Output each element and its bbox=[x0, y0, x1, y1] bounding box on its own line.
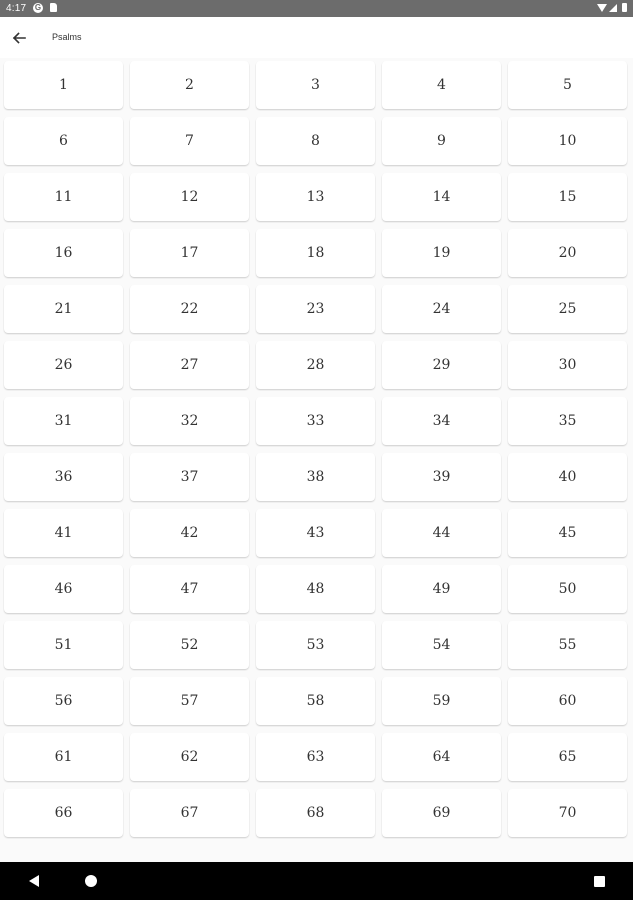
chapter-button[interactable]: 6 bbox=[4, 117, 123, 165]
chapter-button[interactable]: 63 bbox=[256, 733, 375, 781]
chapter-button[interactable]: 39 bbox=[382, 453, 501, 501]
status-time: 4:17 bbox=[6, 3, 27, 14]
chapter-button[interactable]: 11 bbox=[4, 173, 123, 221]
page-title: Psalms bbox=[52, 32, 82, 42]
chapter-button[interactable]: 1 bbox=[4, 61, 123, 109]
chapter-button[interactable]: 27 bbox=[130, 341, 249, 389]
chapter-button[interactable]: 67 bbox=[130, 789, 249, 837]
chapter-button[interactable]: 53 bbox=[256, 621, 375, 669]
chapter-button[interactable]: 42 bbox=[130, 509, 249, 557]
chapter-button[interactable]: 50 bbox=[508, 565, 627, 613]
chapter-button[interactable]: 58 bbox=[256, 677, 375, 725]
system-nav-bar bbox=[0, 862, 633, 900]
chapter-button[interactable]: 2 bbox=[130, 61, 249, 109]
chapter-button[interactable]: 55 bbox=[508, 621, 627, 669]
chapter-button[interactable]: 61 bbox=[4, 733, 123, 781]
chapter-button[interactable]: 5 bbox=[508, 61, 627, 109]
g-circle-icon: G bbox=[34, 3, 42, 12]
chapter-button[interactable]: 46 bbox=[4, 565, 123, 613]
chapter-button[interactable]: 44 bbox=[382, 509, 501, 557]
chapter-button[interactable]: 41 bbox=[4, 509, 123, 557]
chapter-button[interactable]: 26 bbox=[4, 341, 123, 389]
chapter-button[interactable]: 54 bbox=[382, 621, 501, 669]
chapter-button[interactable]: 48 bbox=[256, 565, 375, 613]
chapter-button[interactable]: 37 bbox=[130, 453, 249, 501]
arrow-left-icon bbox=[12, 31, 26, 45]
chapter-button[interactable]: 9 bbox=[382, 117, 501, 165]
chapter-button[interactable]: 8 bbox=[256, 117, 375, 165]
chapter-button[interactable]: 32 bbox=[130, 397, 249, 445]
status-bar bbox=[0, 0, 633, 17]
chapter-button[interactable]: 13 bbox=[256, 173, 375, 221]
chapter-button[interactable]: 29 bbox=[382, 341, 501, 389]
nav-back-icon[interactable] bbox=[29, 875, 39, 887]
chapter-button[interactable]: 68 bbox=[256, 789, 375, 837]
chapter-button[interactable]: 3 bbox=[256, 61, 375, 109]
signal-icon bbox=[609, 4, 617, 12]
chapter-button[interactable]: 70 bbox=[508, 789, 627, 837]
chapter-button[interactable]: 4 bbox=[382, 61, 501, 109]
chapter-button[interactable]: 14 bbox=[382, 173, 501, 221]
chapter-button[interactable]: 38 bbox=[256, 453, 375, 501]
sd-card-icon bbox=[50, 3, 57, 12]
chapter-button[interactable]: 49 bbox=[382, 565, 501, 613]
chapter-button[interactable]: 47 bbox=[130, 565, 249, 613]
chapter-button[interactable]: 57 bbox=[130, 677, 249, 725]
chapter-button[interactable]: 52 bbox=[130, 621, 249, 669]
chapter-button[interactable]: 12 bbox=[130, 173, 249, 221]
chapter-button[interactable]: 31 bbox=[4, 397, 123, 445]
chapter-button[interactable]: 23 bbox=[256, 285, 375, 333]
chapter-button[interactable]: 16 bbox=[4, 229, 123, 277]
back-button[interactable] bbox=[6, 25, 32, 51]
battery-icon bbox=[622, 3, 627, 12]
chapter-button[interactable]: 66 bbox=[4, 789, 123, 837]
chapter-button[interactable]: 30 bbox=[508, 341, 627, 389]
chapter-grid-container[interactable] bbox=[0, 58, 633, 862]
nav-recents-icon[interactable] bbox=[594, 876, 605, 887]
nav-home-icon[interactable] bbox=[85, 875, 97, 887]
chapter-button[interactable]: 33 bbox=[256, 397, 375, 445]
chapter-button[interactable]: 45 bbox=[508, 509, 627, 557]
chapter-button[interactable]: 17 bbox=[130, 229, 249, 277]
chapter-grid bbox=[0, 58, 633, 837]
chapter-button[interactable]: 21 bbox=[4, 285, 123, 333]
chapter-button[interactable]: 56 bbox=[4, 677, 123, 725]
chapter-button[interactable]: 22 bbox=[130, 285, 249, 333]
chapter-button[interactable]: 59 bbox=[382, 677, 501, 725]
chapter-button[interactable]: 18 bbox=[256, 229, 375, 277]
chapter-button[interactable]: 19 bbox=[382, 229, 501, 277]
chapter-button[interactable]: 60 bbox=[508, 677, 627, 725]
chapter-button[interactable]: 34 bbox=[382, 397, 501, 445]
chapter-button[interactable]: 10 bbox=[508, 117, 627, 165]
wifi-icon bbox=[597, 4, 607, 12]
chapter-button[interactable]: 65 bbox=[508, 733, 627, 781]
chapter-button[interactable]: 40 bbox=[508, 453, 627, 501]
chapter-button[interactable]: 43 bbox=[256, 509, 375, 557]
chapter-button[interactable]: 25 bbox=[508, 285, 627, 333]
chapter-button[interactable]: 15 bbox=[508, 173, 627, 221]
chapter-button[interactable]: 28 bbox=[256, 341, 375, 389]
chapter-button[interactable]: 35 bbox=[508, 397, 627, 445]
app-bar bbox=[0, 17, 633, 59]
chapter-button[interactable]: 64 bbox=[382, 733, 501, 781]
chapter-button[interactable]: 20 bbox=[508, 229, 627, 277]
chapter-button[interactable]: 69 bbox=[382, 789, 501, 837]
chapter-button[interactable]: 24 bbox=[382, 285, 501, 333]
chapter-button[interactable]: 51 bbox=[4, 621, 123, 669]
chapter-button[interactable]: 7 bbox=[130, 117, 249, 165]
chapter-button[interactable]: 36 bbox=[4, 453, 123, 501]
chapter-button[interactable]: 62 bbox=[130, 733, 249, 781]
